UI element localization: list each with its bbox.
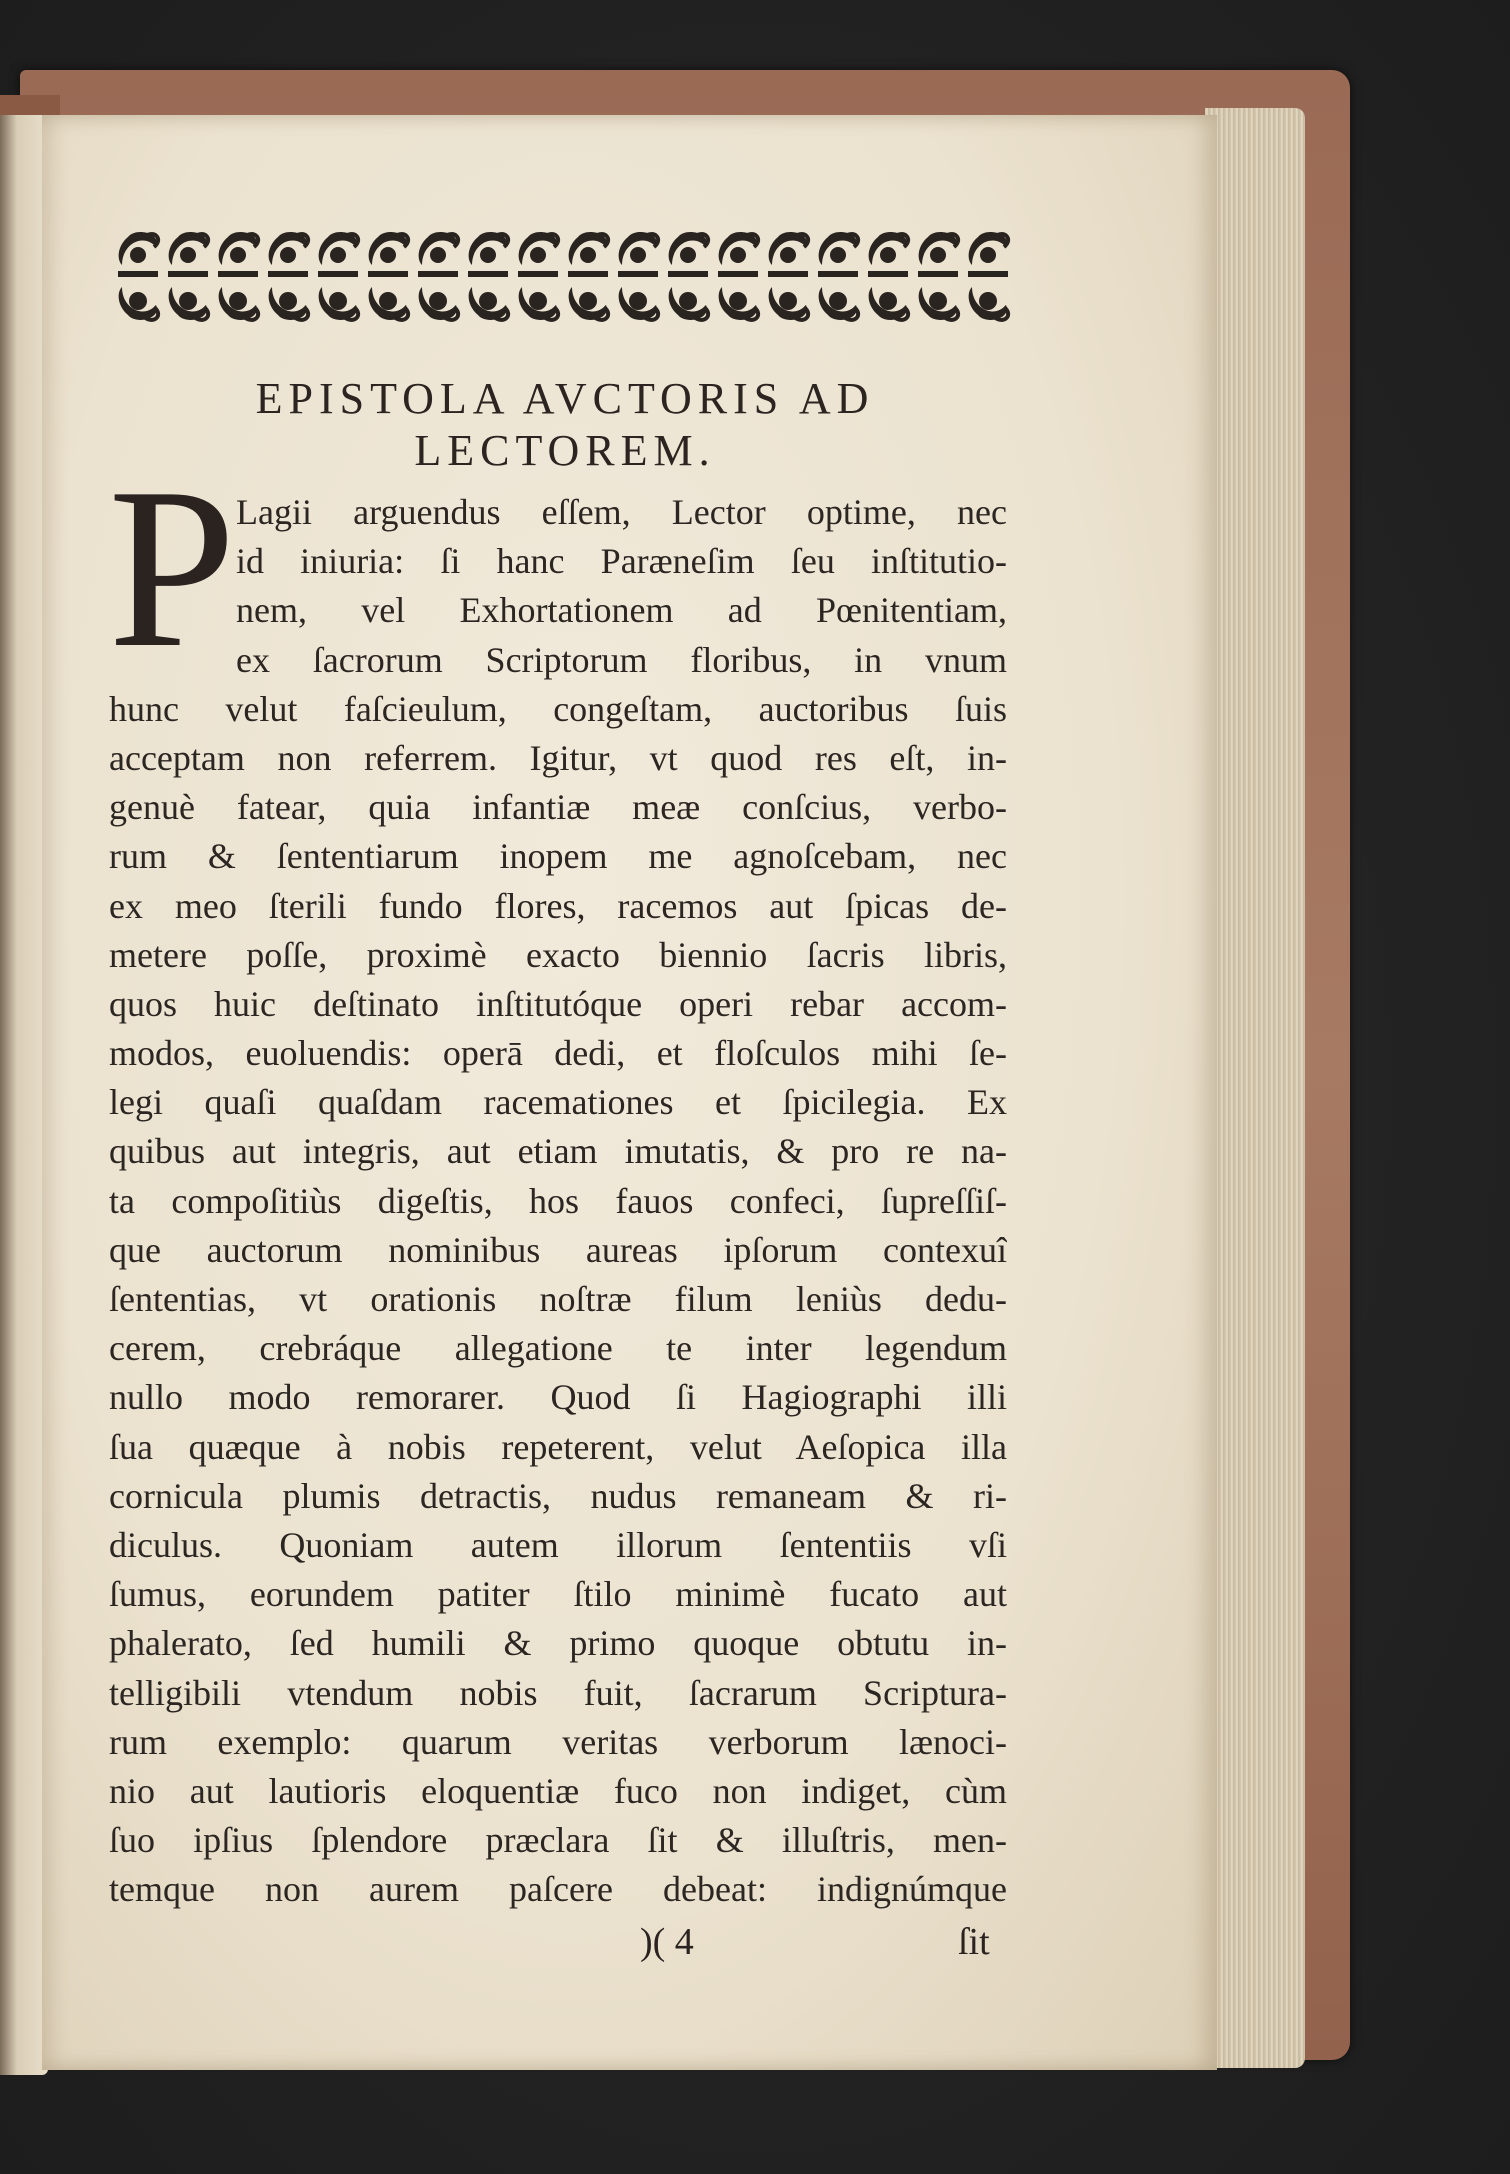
text-line: cerem, crebráque allegatione te inter legendum [109,1328,1007,1369]
text-line: ſuo ipſius ſplendore præclara ſit & illuſtris, men- [109,1820,1007,1861]
heading-line-1: EPISTOLA AVCTORIS AD [255,374,875,423]
text-line: diculus. Quoniam autem illorum ſententiis vſi [109,1524,1007,1565]
text-line: metere poſſe, proximè exacto biennio ſacris libris, [109,934,1007,975]
text-line: nio aut lautioris eloquentiæ fuco non indiget, cùm [109,1770,1007,1811]
text-line: Lagii arguendus eſſem, Lector optime, nec [236,492,1007,532]
text-line: ſententias, vt orationis noſtræ filum leniùs dedu- [109,1279,1007,1319]
body-text [109,488,1007,1914]
text-line: genuè fatear, quia infantiæ meæ conſcius, verbo- [109,787,1007,828]
text-line: nullo modo remorarer. Quod ſi Hagiographi illi [109,1377,1007,1418]
text-line: ſumus, eorundem patiter ſtilo minimè fucato aut [109,1574,1007,1615]
text-line: id iniuria: ſi hanc Paræneſim ſeu inſtitutio- [236,541,1007,582]
text-line: que auctorum nominibus aureas ipſorum contexuî [109,1229,1007,1270]
page-block-edges [1205,108,1305,2068]
text-line: ta compoſitiùs digeſtis, hos fauos confeci, ſupreſſiſ- [109,1180,1007,1221]
text-line: legi quaſi quaſdam racemationes et ſpicilegia. Ex [109,1082,1007,1123]
text-line: modos, euoluendis: operā dedi, et floſculos mihi ſe- [109,1033,1007,1074]
signature-mark: )( 4 [640,1921,694,1963]
text-line: ex ſacrorum Scriptorum floribus, in vnum [236,639,1007,680]
drop-cap: P [108,440,236,695]
text-line: phalerato, ſed humili & primo quoque obtutu in- [109,1623,1007,1664]
text-line: telligibili vtendum nobis fuit, ſacrarum Scriptura- [109,1672,1007,1713]
text-line: ex meo ſterili fundo flores, racemos aut ſpicas de- [109,885,1007,926]
text-line: rum exemplo: quarum veritas verborum lænoci- [109,1721,1007,1762]
facing-page-edge [0,115,48,2075]
catchword: ſit [958,1921,990,1963]
text-line: temque non aurem paſcere debeat: indignúmque [109,1869,1007,1910]
text-line: quos huic deſtinato inſtitutóque operi rebar accom- [109,983,1007,1024]
text-line: cornicula plumis detractis, nudus remaneam & ri- [109,1475,1007,1516]
headpiece-ornament [114,225,1012,345]
text-line: hunc velut faſcieulum, congeſtam, auctoribus ſuis [109,688,1007,729]
text-line: acceptam non referrem. Igitur, vt quod res eſt, in- [109,737,1007,778]
heading-line-2: LECTOREM. [414,426,716,475]
text-line: nem, vel Exhortationem ad Pœnitentiam, [236,590,1007,631]
text-line: rum & ſententiarum inopem me agnoſcebam, nec [109,836,1007,877]
text-line: quibus aut integris, aut etiam imutatis, & pro re na- [109,1131,1007,1172]
text-line: ſua quæque à nobis repeterent, velut Aeſopica illa [109,1426,1007,1467]
